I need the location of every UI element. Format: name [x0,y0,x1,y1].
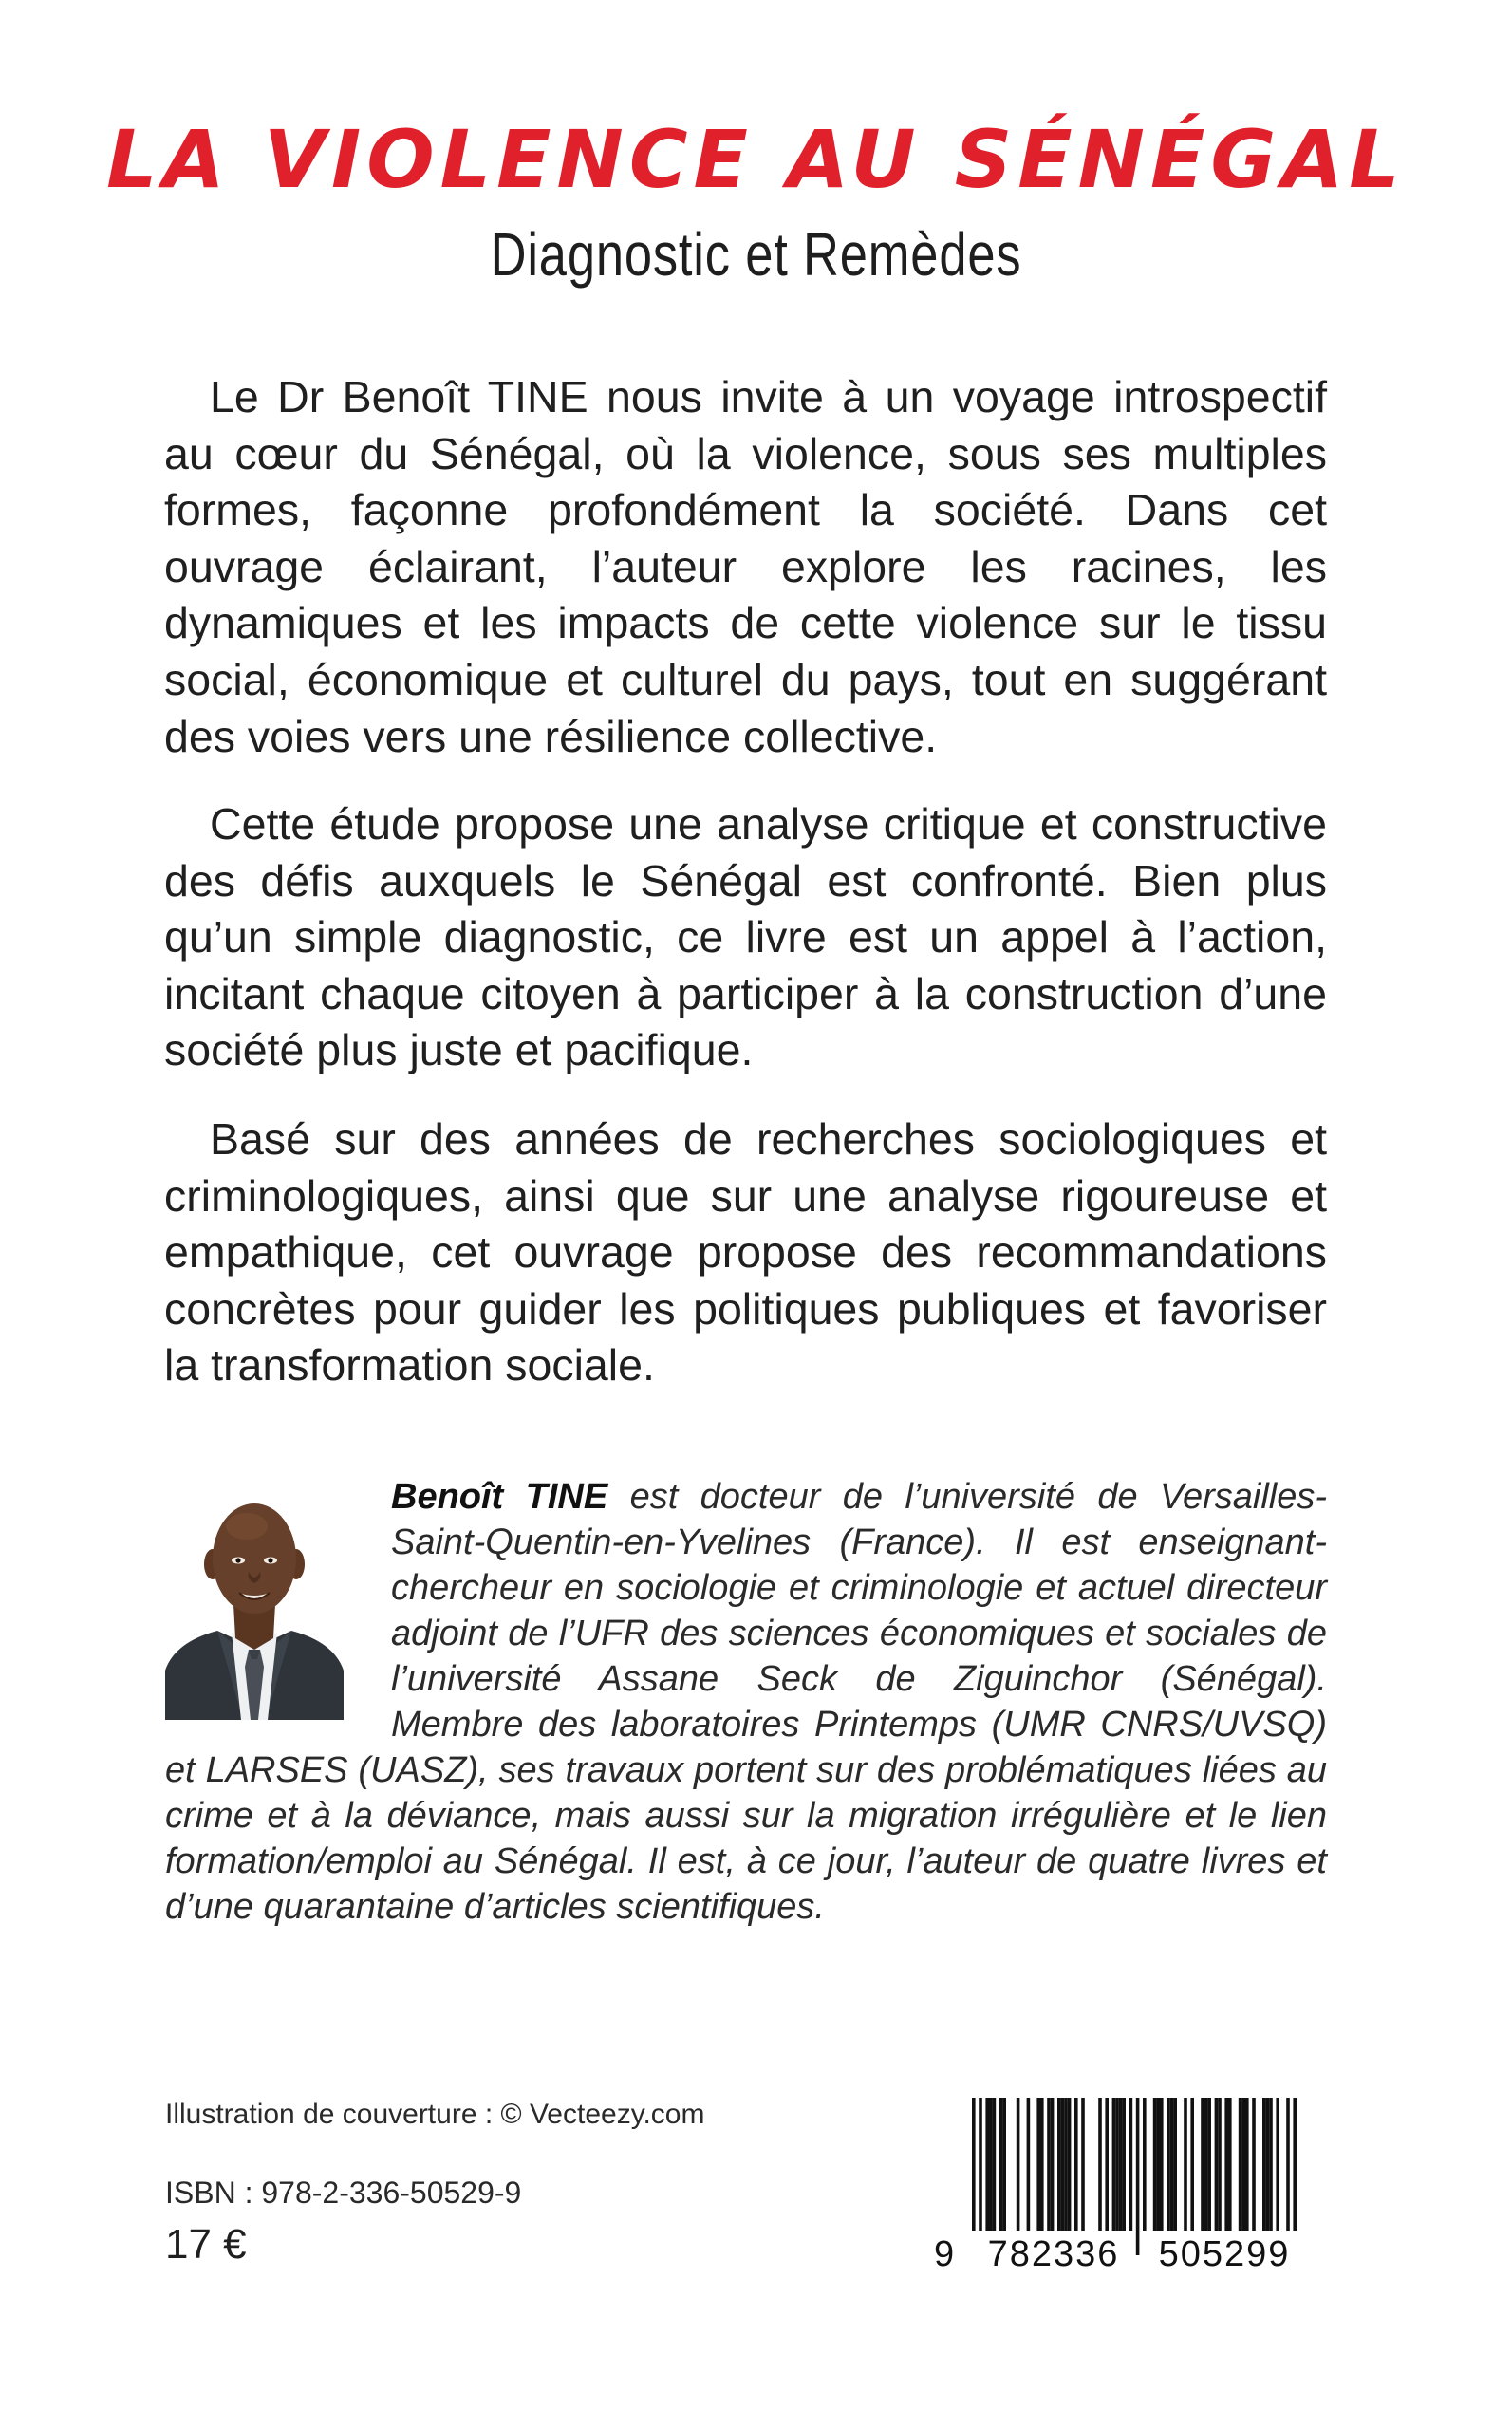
barcode-bar [1276,2098,1279,2231]
barcode-bar [1156,2098,1160,2231]
barcode-bar [1074,2098,1078,2231]
blurb-paragraph-1: Le Dr Benoît TINE nous invite à un voyage introspectif au cœur du Sénégal, où la violence, sous ses multiples formes, façonne profondément la société. Dans cet ouvrage éclairant, l’auteur explore les racines, les dynamiques et les impacts de cette violence sur le tissu social, économique et culturel du pays, tout en suggérant des voies vers une résilience collective. [164,372,1327,761]
barcode-bar [1262,2098,1266,2231]
author-name: Benoît TINE [391,1477,608,1517]
price: 17 € [165,2221,247,2268]
barcode-bar [1215,2098,1219,2231]
barcode-bar [1040,2098,1044,2231]
barcode-bar [1105,2098,1109,2231]
cover-illustration-credit: Illustration de couverture : © Vecteezy.com [165,2099,705,2130]
book-title: LA VIOLENCE AU SÉNÉGAL [106,113,1406,206]
barcode-bar [1167,2098,1170,2231]
barcode-bar [1190,2098,1194,2231]
author-bio [165,1474,1327,1930]
barcode-bar [1143,2098,1147,2231]
blurb-paragraph-3: Basé sur des années de recherches sociologiques et criminologiques, ainsi que sur une analyse rigoureuse et empathique, cet ouvrage propose des recommandations concrètes pour guider les politiques publiques et favoriser la transformation sociale. [164,1114,1327,1391]
barcode-bar [1061,2098,1065,2231]
barcode-bar [1057,2098,1061,2231]
barcode-bar [999,2098,1003,2231]
barcode-bar [1201,2098,1204,2231]
barcode-bar [1160,2098,1164,2231]
barcode-bar [993,2098,997,2231]
barcode-bar [1064,2098,1068,2231]
barcode-lead-digit: 9 [934,2234,955,2274]
barcode-bar [1112,2098,1116,2231]
barcode-digits [934,2231,1329,2278]
barcode-bar [1115,2098,1119,2231]
barcode-right-group: 505299 [1143,2231,1306,2278]
barcode-bar [1051,2098,1055,2231]
barcode-bar [1245,2098,1249,2231]
barcode-bar [1047,2098,1051,2231]
barcode-bar [1207,2098,1211,2231]
barcode-bar [1098,2098,1102,2231]
barcode-bar [1239,2098,1242,2231]
barcode-bar [1224,2098,1228,2231]
barcode-bar [1122,2098,1126,2231]
barcode-bar [1204,2098,1208,2231]
barcode-bar [1252,2098,1256,2231]
barcode-bar [1170,2098,1174,2231]
barcode-bar [1119,2098,1123,2231]
barcode-bar [1184,2098,1187,2231]
barcode-left-group: 782336 [972,2231,1135,2278]
barcode-bar [1269,2098,1273,2231]
barcode-bar [1228,2098,1232,2231]
barcode-bar [985,2098,989,2231]
barcode-bar [1153,2098,1157,2231]
author-bio-text: est docteur de l’université de Versailles-Saint-Quentin-en-Yvelines (France). Il est enseignant-chercheur en sociologie et criminologie et actuel directeur adjoint de l’UFR des sciences économiques et sociales de l’université Assane Seck de Ziguinchor (Sénégal). Membre des laboratoires Printemps (UMR CNRS/UVSQ) et LARSES (UASZ), ses travaux portent sur des problématiques liées au crime et à la déviance, mais aussi sur la migration irrégulière et le lien formation/emploi au Sénégal. Il est, à ce jour, l’auteur de quatre livres et d’une quarantaine d’articles scientifiques. [165,1477,1328,1927]
barcode-bar [1068,2098,1072,2231]
barcode-bar [1027,2098,1031,2231]
blurb-paragraph-2: Cette étude propose une analyse critique et constructive des défis auxquels le Sénégal est confronté. Bien plus qu’un simple diagnostic, ce livre est un appel à l’action, incitant chaque citoyen à participer à la construction d’une société plus juste et pacifique. [164,799,1327,1075]
barcode-bar [1036,2098,1040,2231]
barcode-bar [1241,2098,1245,2231]
barcode-bar [1266,2098,1270,2231]
barcode-bar [1173,2098,1177,2231]
barcode-bar [1017,2098,1020,2231]
barcode-bar [1002,2098,1006,2231]
barcode-bar [989,2098,993,2231]
isbn: ISBN : 978-2-336-50529-9 [165,2176,522,2210]
barcode-bar [1081,2098,1085,2231]
book-subtitle: Diagnostic et Remèdes [490,220,1022,289]
barcode-bar [1218,2098,1222,2231]
photo-spacer [165,1474,391,1745]
